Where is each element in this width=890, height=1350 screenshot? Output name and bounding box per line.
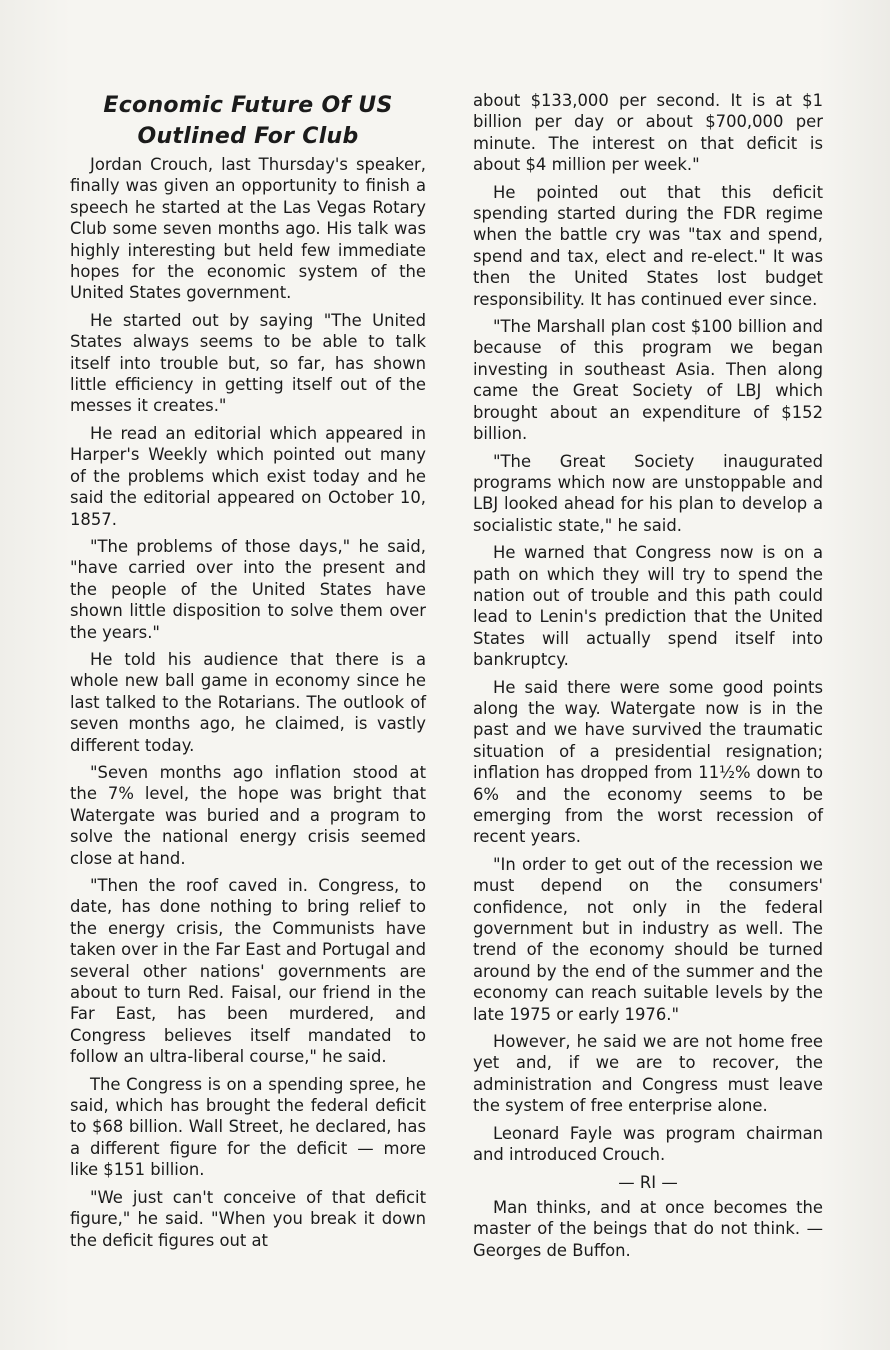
paragraph: about $133,000 per second. It is at $1 billion per day or about $700,000 per minute. The interest on that deficit is about $4 million per week."	[473, 91, 823, 175]
paragraph: He warned that Congress now is on a path on which they will try to spend the nation out of trouble and this path could lead to Lenin's prediction that the United States will actually spend itself into bankruptcy.	[473, 543, 823, 670]
article-headline	[70, 90, 426, 152]
paragraph: "In order to get out of the recession we must depend on the consumers' confidence, not only in the federal government but in industry as well. The trend of the economy should be turned around by the end of the summer and the economy can reach suitable levels by the late 1975 or early 1976."	[473, 854, 823, 1024]
paragraph: "We just can't conceive of that deficit figure," he said. "When you break it down the deficit figures out at	[70, 1187, 426, 1250]
left-column	[70, 90, 426, 1257]
paragraph: "The Marshall plan cost $100 billion and because of this program we began investing in southeast Asia. Then along came the Great Society of LBJ which brought about an expenditure of $152 billion.	[473, 317, 823, 444]
paragraph: He told his audience that there is a whole new ball game in economy since he last talked to the Rotarians. The outlook of seven months ago, he claimed, is vastly different today.	[70, 649, 426, 755]
paragraph: "Then the roof caved in. Congress, to date, has done nothing to bring relief to the energy crisis, the Communists have taken over in the Far East and Portugal and several other nations' governments are about to turn Red. Faisal, our friend in the Far East, has been murdered, and Congress believes itself mandated to follow an ultra-liberal course," he said.	[70, 876, 426, 1067]
paragraph: "Seven months ago inflation stood at the 7% level, the hope was bright that Watergate was buried and a program to solve the national energy crisis seemed close at hand.	[70, 762, 426, 868]
paragraph: He pointed out that this deficit spending started during the FDR regime when the battle cry was "tax and spend, spend and tax, elect and re-elect." It was then the United States lost budget responsibility. It has continued ever since.	[473, 182, 823, 309]
paragraph: Leonard Fayle was program chairman and introduced Crouch.	[473, 1123, 823, 1165]
headline-line-1: Economic Future Of US	[103, 93, 393, 118]
paragraph: "The problems of those days," he said, "have carried over into the present and the people of the United States have shown little disposition to solve them over the years."	[70, 536, 426, 642]
headline-line-2: Outlined For Club	[137, 124, 359, 149]
paragraph: However, he said we are not home free yet and, if we are to recover, the administration and Congress must leave the system of free enterprise alone.	[473, 1032, 823, 1116]
paragraph: He read an editorial which appeared in Harper's Weekly which pointed out many of the problems which exist today and he said the editorial appeared on October 10, 1857.	[70, 423, 426, 529]
paragraph: Jordan Crouch, last Thursday's speaker, finally was given an opportunity to finish a speech he started at the Las Vegas Rotary Club some seven months ago. His talk was highly interesting but held few immediate hopes for the economic system of the United States government.	[70, 155, 426, 303]
paragraph: "The Great Society inaugurated programs which now are unstoppable and LBJ looked ahead for his plan to develop a socialistic state," he said.	[473, 451, 823, 535]
paragraph: The Congress is on a spending spree, he said, which has brought the federal deficit to $68 billion. Wall Street, he declared, has a different figure for the deficit — more like $151 billion.	[70, 1074, 426, 1180]
closing-quote: Man thinks, and at once becomes the master of the beings that do not think. — Georges de Buffon.	[473, 1197, 823, 1260]
right-column	[473, 90, 823, 1267]
paragraph: He started out by saying "The United States always seems to be able to talk itself into trouble but, so far, has shown little efficiency in getting itself out of the messes it creates."	[70, 310, 426, 416]
section-separator: — RI —	[618, 1172, 678, 1192]
paragraph: He said there were some good points along the way. Watergate now is in the past and we have survived the traumatic situation of a presidential resignation; inflation has dropped from 11½% down to 6% and the economy seems to be emerging from the worst recession of recent years.	[473, 677, 823, 847]
